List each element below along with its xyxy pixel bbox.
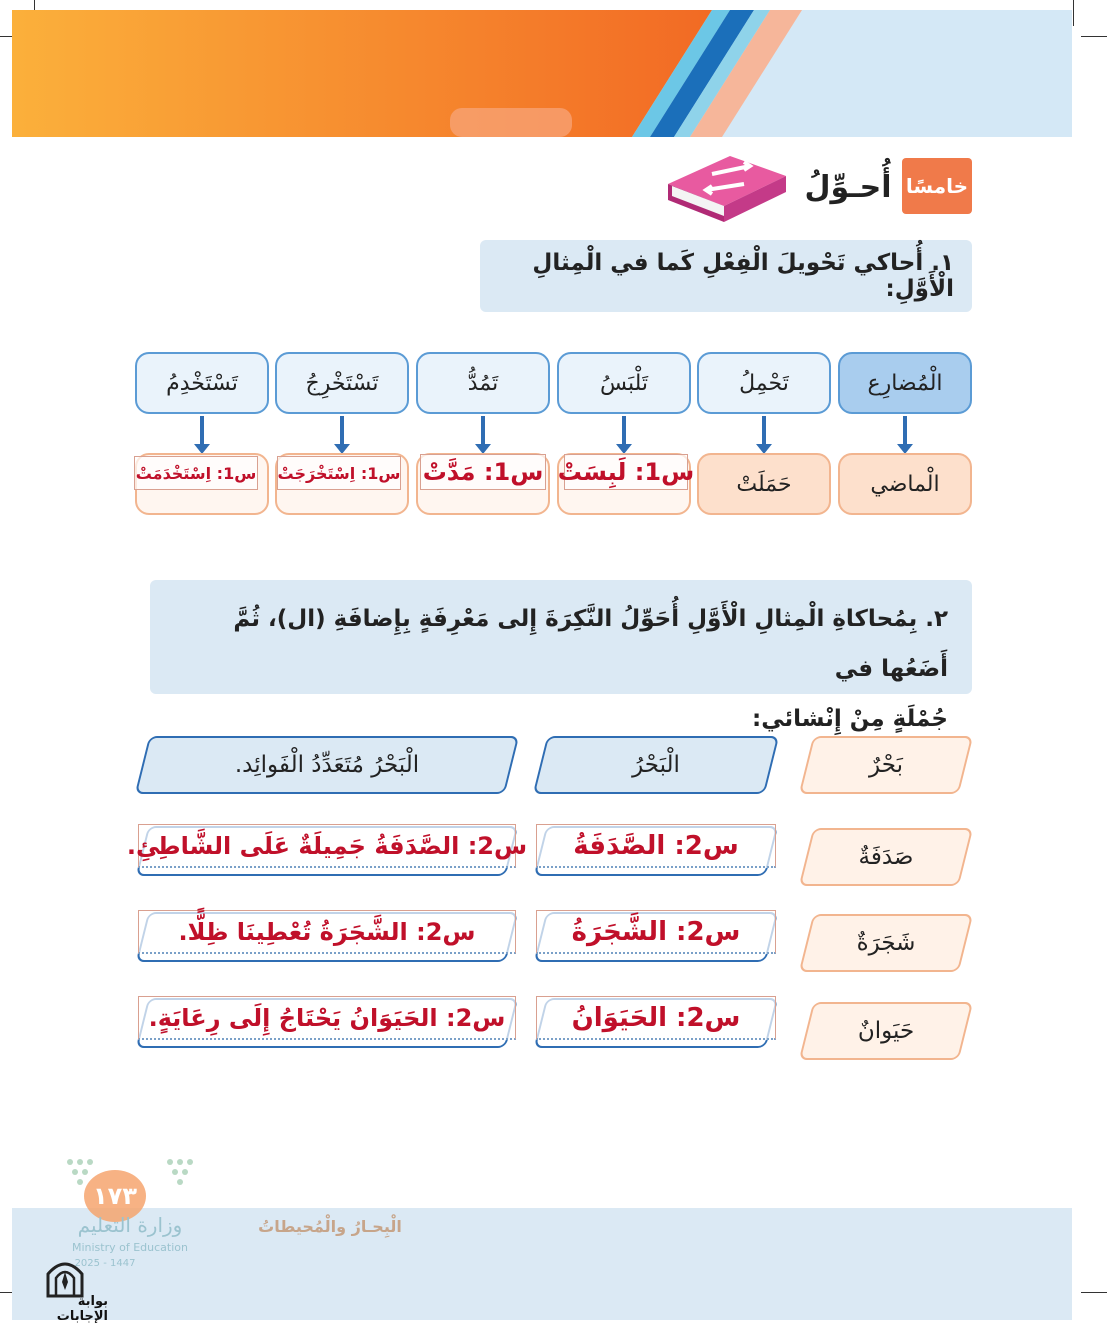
ministry-name-ar: وزارة التعليم	[77, 1213, 183, 1237]
header-banner	[12, 10, 1072, 137]
down-arrow-icon	[200, 416, 204, 446]
answer-text: س1: لَبِسَتْ	[564, 454, 688, 490]
definite-noun: الْبَحْرُ	[632, 752, 680, 778]
down-arrow-icon	[481, 416, 485, 446]
indefinite-noun: بَحْرٌ	[869, 752, 903, 778]
answer-text: س2: الصَّدَفَةُ	[536, 824, 776, 868]
crop-mark	[1081, 1292, 1107, 1293]
answer-text: س2: الصَّدَفَةُ جَمِيلَةٌ عَلَى الشَّاطِئِ.	[138, 824, 516, 868]
down-arrow-icon	[762, 416, 766, 446]
answer-text: س1: اِسْتَخْدَمَتْ	[134, 456, 258, 490]
present-tense-header: الْمُضارِع	[838, 352, 972, 414]
present-verb-cell: تَسْتَخْدِمُ	[135, 352, 269, 414]
section-badge: خامسًا	[902, 158, 972, 214]
answer-text: س2: الشَّجَرَةُ تُعْطِينَا ظِلًّا.	[138, 910, 516, 954]
answer-text: س2: الحَيَوَانُ	[536, 996, 776, 1040]
indefinite-noun: شَجَرَةٌ	[856, 930, 916, 956]
crop-mark	[1073, 0, 1074, 26]
answer-text: س1: مَدَّتْ	[420, 454, 546, 490]
indefinite-noun: حَيَوانٌ	[857, 1018, 915, 1044]
ministry-name-en: Ministry of Education	[71, 1240, 188, 1254]
portal-logo-icon	[44, 1256, 86, 1298]
down-arrow-icon	[903, 416, 907, 446]
present-verb-cell: تَلْبَسُ	[557, 352, 691, 414]
crop-mark	[1081, 36, 1107, 37]
answer-text: س2: الحَيَوَانُ يَحْتَاجُ إِلَى رِعَايَةٍ.	[138, 996, 516, 1040]
section-title: أُحـوِّلُ	[804, 169, 892, 205]
book-icon	[660, 150, 790, 226]
down-arrow-icon	[340, 416, 344, 446]
down-arrow-icon	[622, 416, 626, 446]
unit-title: الْبِحـارُ والْمُحيطاتُ	[258, 1216, 402, 1236]
past-verb-cell: حَمَلَتْ	[697, 453, 831, 515]
portal-name: بوابة الإجابات	[56, 1294, 108, 1324]
answer-text: س1: اِسْتَخْرَجَتْ	[277, 456, 401, 490]
question-1-instruction: ١. أُحاكي تَحْويلَ الْفِعْلِ كَما في الْمِثالِ الْأَوَّلِ:	[480, 240, 972, 312]
question-2-instruction	[150, 580, 972, 732]
answer-text: س2: الشَّجَرَةُ	[536, 910, 776, 954]
indefinite-noun: صَدَفَةٌ	[858, 844, 914, 870]
past-tense-header: الْماضي	[838, 453, 972, 515]
question-2-line-2: جُمْلَةٍ مِنْ إِنْشائي:	[752, 706, 948, 732]
example-sentence: الْبَحْرُ مُتَعَدِّدُ الْفَوائِد.	[234, 752, 420, 778]
question-2-line-1: ٢. بِمُحاكاةِ الْمِثالِ الْأَوَّلِ أُحَوِّلُ النَّكِرَةَ إِلى مَعْرِفَةٍ بِإِضافَةِ (ال)، ثُمَّ أَضَعُها في	[233, 606, 948, 682]
present-verb-cell: تَسْتَخْرِجُ	[275, 352, 409, 414]
present-verb-cell: تَمُدُّ	[416, 352, 550, 414]
edition-year: 2025 - 1447	[74, 1257, 136, 1269]
present-verb-cell: تَحْمِلُ	[697, 352, 831, 414]
page-number: ١٧٣	[84, 1170, 146, 1222]
